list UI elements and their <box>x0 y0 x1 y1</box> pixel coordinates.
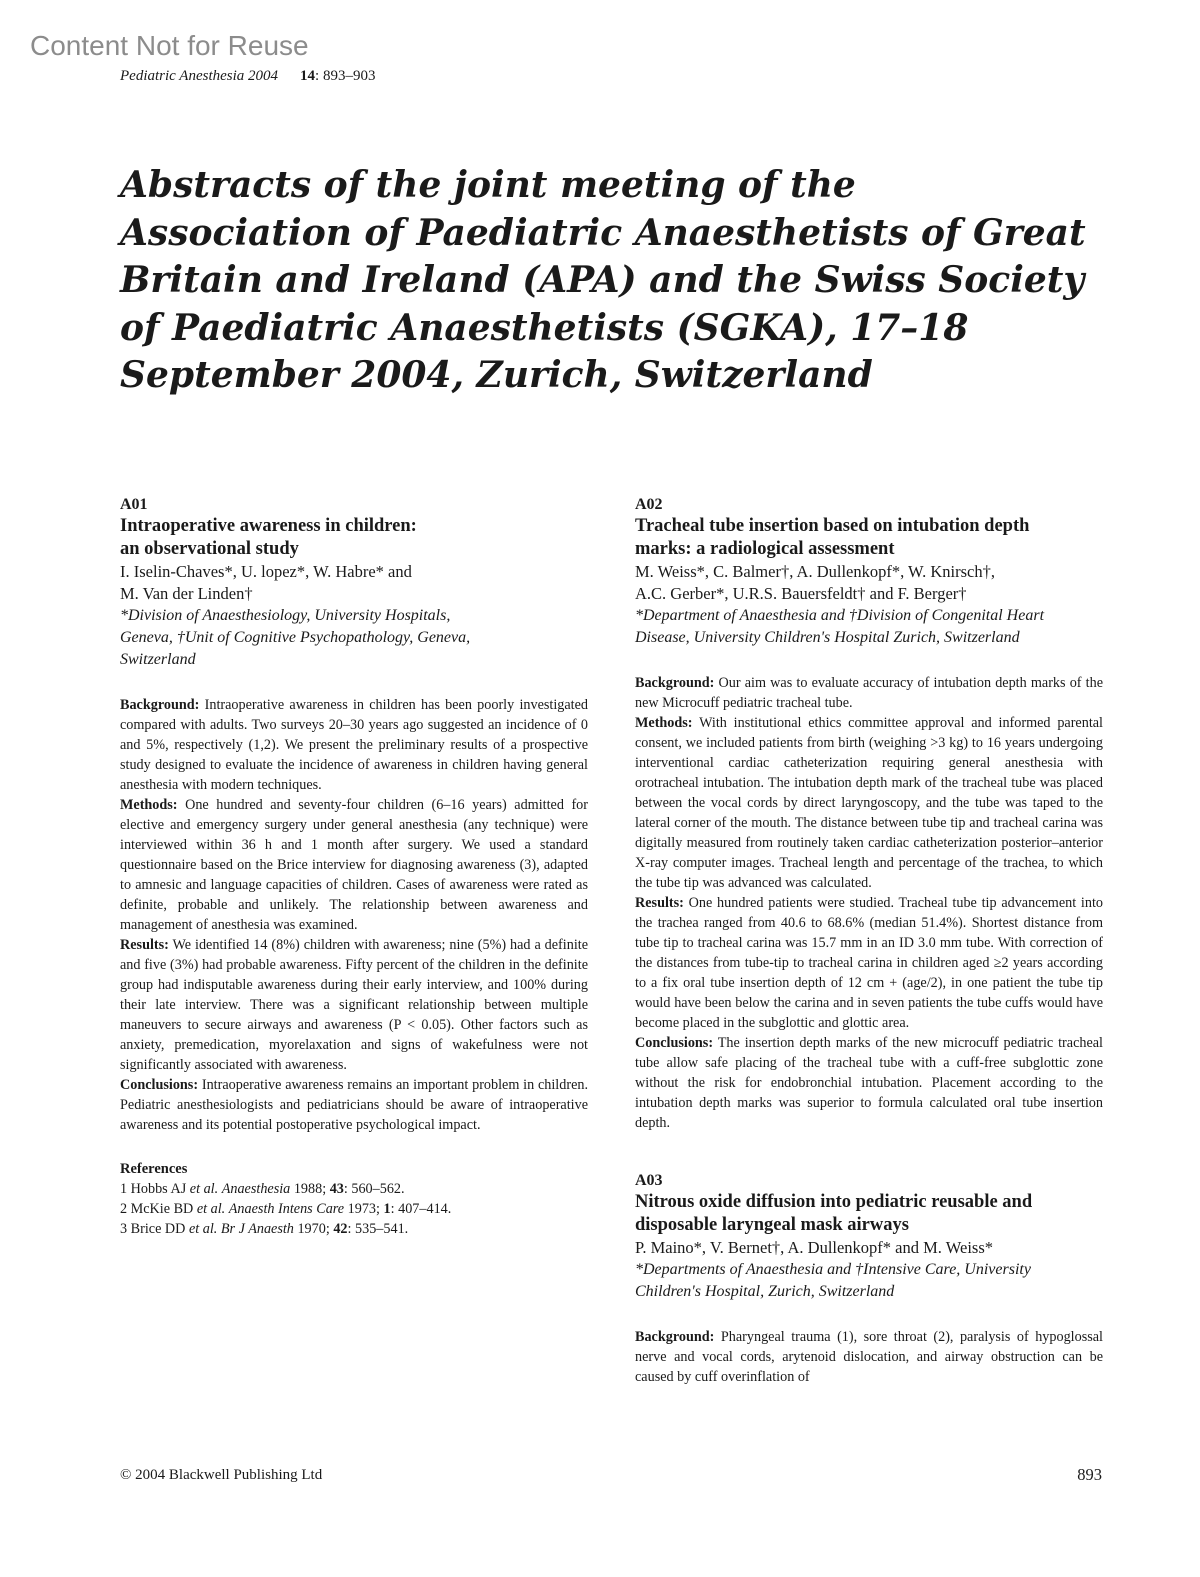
section-methods <box>120 795 588 935</box>
copyright-notice: © 2004 Blackwell Publishing Ltd <box>120 1467 323 1483</box>
ref-volume: 1 <box>383 1201 391 1217</box>
section-text: One hundred patients were studied. Tracheal tube tip advancement into the trachea ranged from 40.6 to 68.6% (median 51.4%). Shortest distance from tube tip to tracheal carina was 15.7 mm in an ID 3.0 mm tube. With correction of the distances from tube-tip to tracheal carina in children aged ≥2 years according to a fix oral tube insertion depth of 12 cm + (age/2), in one patient the tube tip would have been below the carina and in seven patients the tube cuffs would have become placed in the subglottic and glottic area. <box>635 895 1103 1031</box>
section-label: Methods: <box>120 797 178 813</box>
abstract-affiliation-line: Children's Hospital, Zurich, Switzerland <box>635 1283 895 1300</box>
section-label: Methods: <box>635 715 693 731</box>
abstract-a02 <box>635 495 1103 1133</box>
abstract-a03 <box>635 1171 1103 1387</box>
page-range: : 893–903 <box>315 68 376 84</box>
page-number: 893 <box>1077 1465 1102 1484</box>
section-label: Conclusions: <box>120 1077 199 1093</box>
section-background <box>120 695 588 795</box>
section-results <box>635 893 1103 1033</box>
ref-year: 1970; <box>297 1221 330 1237</box>
abstract-a01 <box>120 495 588 1239</box>
ref-pages: : 560–562. <box>343 1181 405 1197</box>
section-background <box>635 1327 1103 1387</box>
journal-name: Pediatric Anesthesia 2004 <box>120 68 279 84</box>
section-results <box>120 935 588 1075</box>
abstract-authors-line: M. Van der Linden† <box>120 584 253 603</box>
section-methods <box>635 713 1103 893</box>
abstract-body <box>635 1327 1103 1387</box>
volume-number: 14 <box>300 68 316 84</box>
section-conclusions <box>635 1033 1103 1133</box>
reference-item <box>120 1199 588 1219</box>
abstract-body <box>635 673 1103 1133</box>
section-text: Intraoperative awareness remains an important problem in children. Pediatric anesthesiologists and pediatricians should be aware of intraoperative awareness and its potential postoperative psychological impact. <box>120 1077 589 1133</box>
abstract-title-line: Intraoperative awareness in children: <box>120 516 417 536</box>
ref-journal: Anaesthesia <box>221 1181 291 1197</box>
abstract-authors-line: I. Iselin-Chaves*, U. lopez*, W. Habre* and <box>120 562 412 581</box>
abstract-gap <box>635 1133 1103 1171</box>
section-background <box>635 673 1103 713</box>
ref-volume: 43 <box>329 1181 344 1197</box>
ref-etal: et al. <box>196 1201 226 1217</box>
ref-number: 3 <box>120 1221 128 1237</box>
section-label: Conclusions: <box>635 1035 714 1051</box>
section-text: The insertion depth marks of the new microcuff pediatric tracheal tube allow safe placing of the tracheal tube with a cuff-free subglottic zone without the risk for endobronchial intubation. Placement according to the intubation depth marks was superior to formula calculated oral tube insertion depth. <box>635 1035 1103 1131</box>
ref-pages: : 407–414. <box>390 1201 452 1217</box>
ref-number: 2 <box>120 1201 128 1217</box>
section-label: Background: <box>120 697 200 713</box>
ref-number: 1 <box>120 1181 128 1197</box>
section-text: Pharyngeal trauma (1), sore throat (2), paralysis of hypoglossal nerve and vocal cords, arytenoid dislocation, and airway obstruction can be caused by cuff overinflation of <box>635 1329 1103 1385</box>
watermark: Content Not for Reuse <box>30 30 309 61</box>
ref-journal: Anaesth Intens Care <box>228 1201 345 1217</box>
abstract-affiliation-line: Disease, University Children's Hospital Zurich, Switzerland <box>635 629 1020 646</box>
abstract-authors-line: A.C. Gerber*, U.R.S. Bauersfeldt† and F. Berger† <box>635 584 967 603</box>
abstract-affiliation-line: Switzerland <box>120 651 196 668</box>
reference-item <box>120 1179 588 1199</box>
ref-author: Brice DD <box>130 1221 186 1237</box>
abstract-affiliation-line: *Division of Anaesthesiology, University Hospitals, <box>120 607 451 624</box>
ref-volume: 42 <box>333 1221 348 1237</box>
abstract-title-line: disposable laryngeal mask airways <box>635 1215 909 1235</box>
section-conclusions <box>120 1075 588 1135</box>
section-text: Intraoperative awareness in children has been poorly investigated compared with adults. Two surveys 20–30 years ago suggested an incidence of 0 and 5%, respectively (1,2). We present the preliminary results of a prospective study designed to evaluate the incidence of awareness in children having general anesthesia with modern techniques. <box>120 697 588 793</box>
abstract-title-line: Nitrous oxide diffusion into pediatric reusable and <box>635 1192 1033 1212</box>
abstract-authors-line: P. Maino*, V. Bernet†, A. Dullenkopf* and M. Weiss* <box>635 1238 994 1257</box>
page-title: Abstracts of the joint meeting of the Association of Paediatric Anaesthetists of Great Britain and Ireland (APA) and the Swiss Society of Paediatric Anaesthetists (SGKA), 17–18 September 2004, Zurich, Switzerland <box>120 164 1086 396</box>
abstract-title-line: marks: a radiological assessment <box>635 539 895 559</box>
abstract-title-line: Tracheal tube insertion based on intubation depth <box>635 516 1030 536</box>
section-text: One hundred and seventy-four children (6–16 years) admitted for elective and emergency surgery under general anesthesia (any technique) were interviewed within 36 h and 1 month after surgery. We used a standard questionnaire based on the Brice interview for diagnosing awareness (3), adapted to amnesic and language capacities of children. Cases of awareness were rated as definite, probable and unlikely. The relationship between awareness and management of anesthesia was examined. <box>120 797 588 933</box>
section-label: Results: <box>120 937 169 953</box>
section-text: Our aim was to evaluate accuracy of intubation depth marks of the new Microcuff pediatric tracheal tube. <box>635 675 1103 711</box>
ref-author: McKie BD <box>130 1201 194 1217</box>
abstract-affiliation-line: *Department of Anaesthesia and †Division of Congenital Heart <box>635 607 1045 624</box>
section-label: Background: <box>635 1329 715 1345</box>
abstract-authors-line: M. Weiss*, C. Balmer†, A. Dullenkopf*, W. Knirsch†, <box>635 562 995 581</box>
section-text: We identified 14 (8%) children with awareness; nine (5%) had a definite and five (3%) had probable awareness. Fifty percent of the children in the definite group had indisputable awareness during their early interview, and 100% during their late interview. There was a significant relationship between multiple maneuvers to secure airways and awareness (P < 0.05). Other factors such as anxiety, premedication, myorelaxation and signs of wakefulness were not significantly associated with awareness. <box>120 937 588 1073</box>
section-text: With institutional ethics committee approval and informed parental consent, we included patients from birth (weighing >3 kg) to 16 years undergoing interventional cardiac catheterization requiring general anesthesia with orotracheal intubation. The intubation depth mark of the tracheal tube was placed between the vocal cords by direct laryngoscopy, and the tube was taped to the lateral corner of the mouth. The distance between tube tip and tracheal carina was digitally measured from routinely taken cardiac catheterization posterior–anterior X-ray computer images. Tracheal length and percentage of the trachea, to which the tube tip was advanced was calculated. <box>635 715 1104 891</box>
ref-etal: et al. <box>188 1221 218 1237</box>
section-label: Background: <box>635 675 715 691</box>
running-head <box>120 68 375 85</box>
abstract-title-line: an observational study <box>120 539 299 559</box>
abstract-body <box>120 695 588 1135</box>
ref-year: 1988; <box>293 1181 327 1197</box>
abstract-id: A02 <box>635 496 663 513</box>
references-heading: References <box>120 1161 188 1177</box>
abstract-affiliation-line: Geneva, †Unit of Cognitive Psychopathology, Geneva, <box>120 629 471 646</box>
ref-journal: Br J Anaesth <box>220 1221 294 1237</box>
abstract-id: A01 <box>120 496 148 513</box>
column-right <box>635 495 1103 1387</box>
column-left <box>120 495 588 1239</box>
ref-etal: et al. <box>189 1181 219 1197</box>
ref-year: 1973; <box>347 1201 380 1217</box>
ref-author: Hobbs AJ <box>130 1181 187 1197</box>
ref-pages: : 535–541. <box>347 1221 409 1237</box>
abstract-id: A03 <box>635 1172 663 1189</box>
abstract-affiliation-line: *Departments of Anaesthesia and †Intensive Care, University <box>635 1261 1031 1278</box>
reference-item <box>120 1219 588 1239</box>
section-label: Results: <box>635 895 684 911</box>
